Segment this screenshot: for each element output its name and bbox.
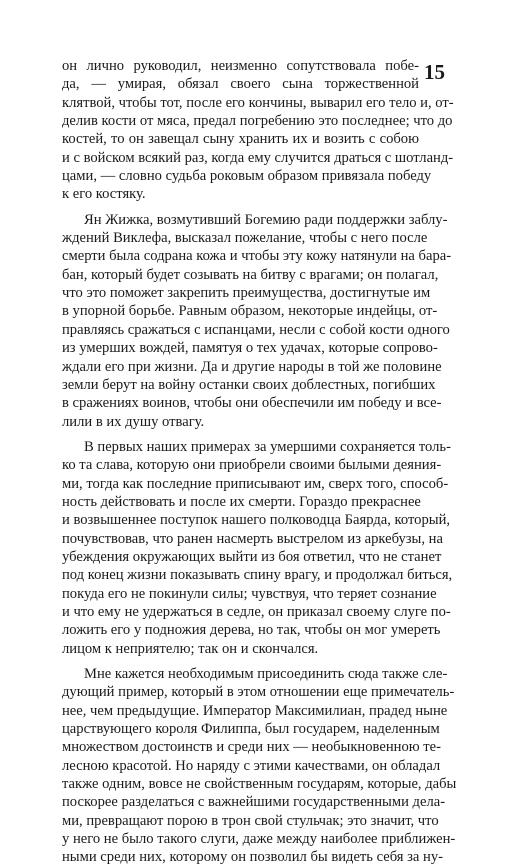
page-number: 15 (424, 60, 445, 84)
text-line: под конец жизни показывать спину врагу, и продолжал биться, (62, 567, 453, 584)
text-line: ми, превращают порою в трон свой стульчак; это значит, что (62, 812, 439, 829)
text-line: и возвышеннее поступок нашего полководца Баярда, который, (62, 512, 451, 529)
text-line: дующий пример, который в этом отношении еще примечатель- (62, 684, 455, 701)
text-line: царствующего короля Филиппа, был государем, наделенным (62, 721, 440, 738)
text-line: он лично руководил, неизменно сопутствовала побе- (62, 58, 419, 74)
text-line: костей, то он завещал сыну хранить их и возить с собою (62, 131, 419, 148)
text-line: Мне кажется необходимым присоединить сюда также сле- (84, 666, 448, 682)
text-line: у него не было такого слуги, даже между наиболее приближен- (62, 831, 456, 848)
text-line: поскорее разделаться с важнейшими государственными дела- (62, 794, 446, 811)
text-line: нее, чем предыдущие. Император Максимилиан, прадед ныне (62, 702, 448, 719)
text-line: также одним, вовсе не свойственным государям, которые, дабы (62, 776, 457, 793)
text-line: в упорной борьбе. Равным образом, некоторые индейцы, от- (62, 303, 438, 320)
text-line: и что ему не удержаться в седле, он приказал своему слуге по- (62, 603, 451, 620)
text-line: ждений Виклефа, высказал пожелание, чтобы с него после (62, 230, 428, 247)
text-line: убеждения окружающих выйти из боя ответил, что не станет (62, 548, 442, 565)
text-line: почувствовав, что ранен насмерть выстрелом из аркебузы, на (62, 530, 443, 547)
text-line: ко та слава, которую они приобрели своими былыми деяния- (62, 457, 442, 474)
text-line: правляясь сражаться с испанцами, несли с собой кости одного (62, 321, 450, 338)
text-line: и с войском всякий раз, когда ему случится драться с шотланд- (62, 149, 454, 166)
text-line: лесною красотой. Но наряду с этими качествами, он обладал (62, 757, 441, 774)
text-line: ми, тогда как последние приписывают им, сверх того, способ- (62, 475, 449, 492)
text-line: цами, — словно судьба роковым образом привязала победу (62, 168, 432, 185)
text-line: делив кости от мяса, предал погребению это последнее; что до (62, 113, 453, 130)
text-line: ждали его при жизни. Да и другие народы в той же половине (62, 358, 442, 375)
text-line: В первых наших примерах за умершими сохраняется толь- (84, 438, 451, 455)
text-line: ными среди них, которому он позволил бы видеть себя за ну- (62, 849, 444, 866)
text-line: клятвой, чтобы тот, после его кончины, выварил его тело и, от- (62, 94, 454, 111)
text-line: ложить его у подножия дерева, но так, чтобы он мог умереть (62, 622, 441, 639)
text-line: Ян Жижка, возмутивший Богемию ради поддержки заблу- (84, 211, 448, 228)
text-line: земли берут на войну останки своих доблестных, погибших (62, 376, 436, 393)
text-line: множеством достоинств и среди них — необыкновенною те- (62, 739, 442, 756)
paragraph (62, 665, 457, 867)
text-line: да, — умирая, обязал своего сына торжественной (62, 76, 419, 93)
paragraph (62, 211, 452, 431)
text-line: смерти была содрана кожа и чтобы эту кожу натянули на бара- (62, 248, 452, 265)
text-line: в сражениях воинов, чтобы они обеспечили им победу и все- (62, 395, 442, 412)
text-line: ность действовать и после их смерти. Гораздо прекраснее (62, 493, 421, 510)
text-line: что это поможет закрепить преимущества, достигнутые им (62, 285, 431, 302)
paragraph (62, 438, 453, 658)
text-line: из умерших вождей, памятуя о тех удачах, которые сопрово- (62, 340, 438, 357)
text-line: к его костяку. (62, 186, 146, 203)
text-line: покуда его не покинули силы; чувствуя, что теряет сознание (62, 585, 437, 602)
text-line: лицом к неприятелю; так он и скончался. (62, 640, 319, 657)
text-line: лили в их душу отвагу. (62, 413, 205, 430)
text-line: бан, который будет созывать на битву с врагами; он полагал, (62, 266, 439, 283)
